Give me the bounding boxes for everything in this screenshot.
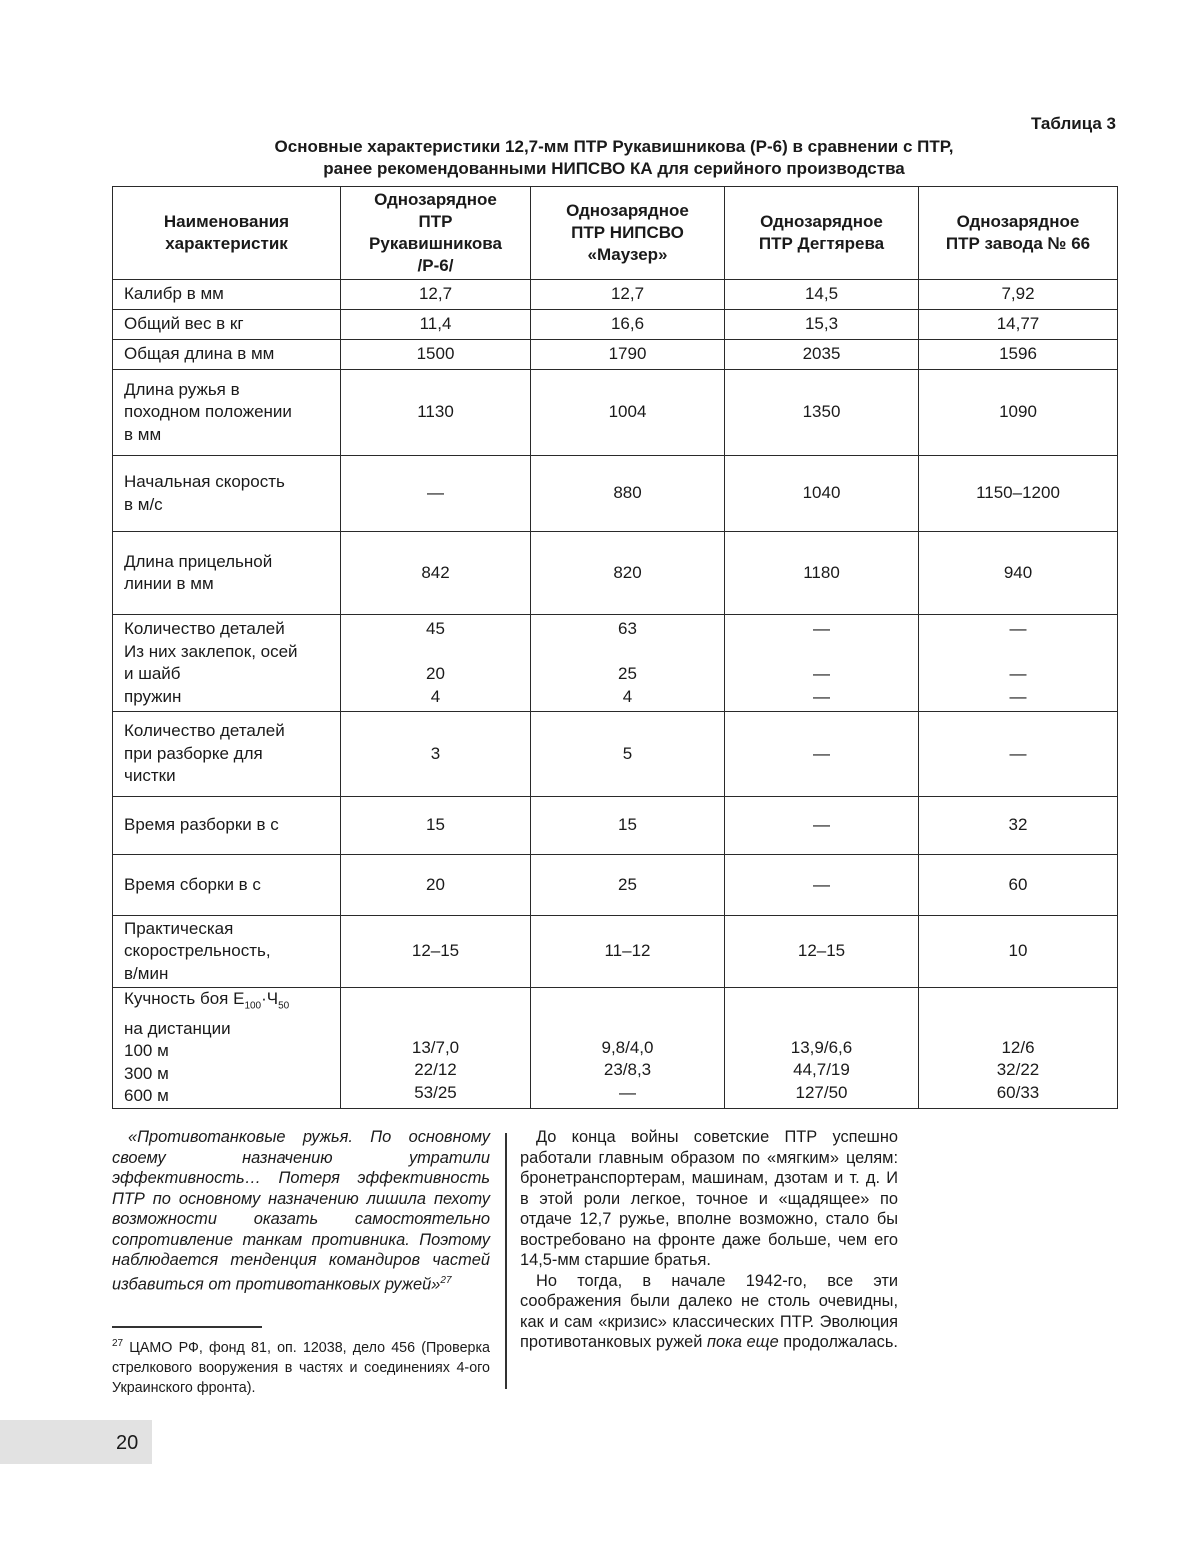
cell-value: — — — bbox=[919, 615, 1118, 712]
cell-value: 12–15 bbox=[341, 916, 531, 988]
paragraph: Но тогда, в начале 1942-го, все эти соображения были далеко не столь очевидны, как и сам «кризис» классических ПТР. Эволюция противотанковых ружей пока еще продолжалась. bbox=[520, 1271, 898, 1351]
cell-value: 1180 bbox=[725, 532, 919, 615]
cell-value: 7,92 bbox=[919, 280, 1118, 310]
cell-value: — — — bbox=[725, 615, 919, 712]
cell-value: 15 bbox=[531, 797, 725, 855]
table-title-line: ранее рекомендованными НИПСВО КА для серийного производства bbox=[323, 159, 905, 178]
header-col-2: Однозарядное ПТР НИПСВО «Маузер» bbox=[531, 187, 725, 280]
cell-value: 11–12 bbox=[531, 916, 725, 988]
right-column-text bbox=[520, 1127, 898, 1353]
cell-value: 12/6 32/22 60/33 bbox=[919, 988, 1118, 1109]
row-label: Общий вес в кг bbox=[113, 310, 341, 340]
cell-value: 842 bbox=[341, 532, 531, 615]
page-number: 20 bbox=[116, 1432, 139, 1454]
cell-value: 5 bbox=[531, 712, 725, 797]
cell-value: — bbox=[919, 712, 1118, 797]
cell-value: — bbox=[725, 797, 919, 855]
cell-value: 1790 bbox=[531, 340, 725, 370]
row-label: Общая длина в мм bbox=[113, 340, 341, 370]
table-header-row bbox=[113, 187, 1118, 280]
table-row bbox=[113, 712, 1118, 797]
row-label: Начальная скорость в м/с bbox=[113, 456, 341, 532]
cell-value: 13,9/6,6 44,7/19 127/50 bbox=[725, 988, 919, 1109]
paragraph: До конца войны советские ПТР успешно работали главным образом по «мягким» целям: бронетранспортерам, машинам, дзотам и т. д. И в этой роли легкое, точное и «щадящее» по отдаче 12,7 ружье, вполне возможно, стало бы востребовано на фронте даже больше, чем его 14,5-мм старшие братья. bbox=[520, 1128, 898, 1269]
table-row bbox=[113, 310, 1118, 340]
cell-value: 12,7 bbox=[341, 280, 531, 310]
table-row bbox=[113, 280, 1118, 310]
footnote: $^{27}$ ЦАМО РФ, фонд 81, оп. 12038, дело 456 (Проверка стрелкового вооружения в частях и соединениях 4-ого Украинского фронта). bbox=[112, 1338, 490, 1396]
column-divider bbox=[505, 1133, 507, 1389]
footnote-mark: 27 bbox=[112, 1338, 124, 1349]
cell-value: 1500 bbox=[341, 340, 531, 370]
cell-value: 1596 bbox=[919, 340, 1118, 370]
header-col-1: Однозарядное ПТР Рукавишникова /Р-6/ bbox=[341, 187, 531, 280]
table-row bbox=[113, 532, 1118, 615]
header-col-3: Однозарядное ПТР Дегтярева bbox=[725, 187, 919, 280]
cell-value: 12,7 bbox=[531, 280, 725, 310]
table-row bbox=[113, 615, 1118, 712]
table-title bbox=[112, 136, 1116, 180]
table-row bbox=[113, 855, 1118, 916]
cell-value: 12–15 bbox=[725, 916, 919, 988]
cell-value: 45 20 4 bbox=[341, 615, 531, 712]
row-label: Время сборки в с bbox=[113, 855, 341, 916]
cell-value: 14,77 bbox=[919, 310, 1118, 340]
row-label: Время разборки в с bbox=[113, 797, 341, 855]
cell-value: 25 bbox=[531, 855, 725, 916]
table-label: Таблица 3 bbox=[1030, 114, 1116, 133]
table-row bbox=[113, 988, 1118, 1109]
quote-paragraph: «Противотанковые ружья. По основному своему назначению утратили эффективность… Потеря эффективность ПТР по основному назначению лишила пехоту возможности оказать самостоятельно сопротивление танкам противника. Поэтому наблюдается тенденция командиров частей избавиться от противотанковых ружей»$^{27}$ bbox=[112, 1128, 490, 1293]
cell-value: 1004 bbox=[531, 370, 725, 456]
cell-value: — bbox=[725, 712, 919, 797]
header-name: Наименования характеристик bbox=[113, 187, 341, 280]
cell-value: 60 bbox=[919, 855, 1118, 916]
cell-value: 32 bbox=[919, 797, 1118, 855]
cell-value: 2035 bbox=[725, 340, 919, 370]
table-row bbox=[113, 340, 1118, 370]
footnote-rule bbox=[112, 1326, 262, 1328]
row-label: Кучность боя $Е_{100}\cdot Ч_{50}$ на дистанции 100 м 300 м 600 м bbox=[113, 988, 341, 1109]
table-row bbox=[113, 370, 1118, 456]
cell-value: 1150–1200 bbox=[919, 456, 1118, 532]
cell-value: 15 bbox=[341, 797, 531, 855]
row-label: Практическая скорострельность, в/мин bbox=[113, 916, 341, 988]
table-row bbox=[113, 797, 1118, 855]
cell-value: 14,5 bbox=[725, 280, 919, 310]
cell-value: 20 bbox=[341, 855, 531, 916]
cell-value: — bbox=[725, 855, 919, 916]
table-row bbox=[113, 916, 1118, 988]
cell-value: 880 bbox=[531, 456, 725, 532]
footnote-ref: 27 bbox=[440, 1274, 452, 1286]
cell-value: 15,3 bbox=[725, 310, 919, 340]
characteristics-table bbox=[112, 186, 1118, 1109]
header-col-4: Однозарядное ПТР завода № 66 bbox=[919, 187, 1118, 280]
cell-value: 1130 bbox=[341, 370, 531, 456]
cell-value: 63 25 4 bbox=[531, 615, 725, 712]
row-label: Длина ружья в походном положении в мм bbox=[113, 370, 341, 456]
row-label: Калибр в мм bbox=[113, 280, 341, 310]
cell-value: 820 bbox=[531, 532, 725, 615]
cell-value: 10 bbox=[919, 916, 1118, 988]
cell-value: 1350 bbox=[725, 370, 919, 456]
cell-value: 13/7,0 22/12 53/25 bbox=[341, 988, 531, 1109]
row-label: Длина прицельной линии в мм bbox=[113, 532, 341, 615]
row-label: Количество деталей при разборке для чистки bbox=[113, 712, 341, 797]
cell-value: 3 bbox=[341, 712, 531, 797]
row-label: Количество деталей Из них заклепок, осей и шайб пружин bbox=[113, 615, 341, 712]
cell-value: 940 bbox=[919, 532, 1118, 615]
cell-value: 1090 bbox=[919, 370, 1118, 456]
table-row bbox=[113, 456, 1118, 532]
cell-value: 11,4 bbox=[341, 310, 531, 340]
cell-value: — bbox=[341, 456, 531, 532]
table-title-line: Основные характеристики 12,7-мм ПТР Рукавишникова (Р-6) в сравнении с ПТР, bbox=[274, 137, 954, 156]
cell-value: 9,8/4,0 23/8,3 — bbox=[531, 988, 725, 1109]
cell-value: 1040 bbox=[725, 456, 919, 532]
cell-value: 16,6 bbox=[531, 310, 725, 340]
